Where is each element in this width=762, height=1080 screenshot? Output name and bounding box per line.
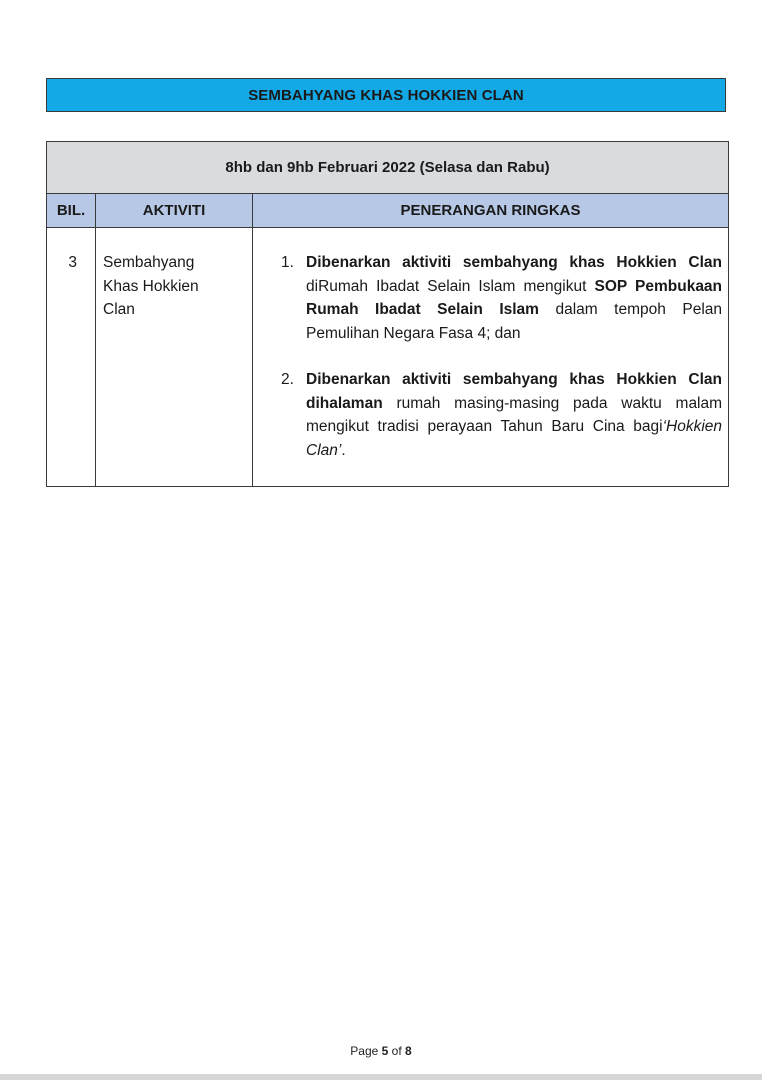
column-header-row [47, 194, 729, 228]
item-number: 2. [281, 371, 294, 388]
row-bil: 3 [47, 228, 96, 487]
current-page: 5 [381, 1044, 389, 1058]
item-number: 1. [281, 254, 294, 271]
item-plain-text: dalam tempoh Pelan Pemulihan Negara Fasa 4; dan [306, 301, 723, 342]
item-plain-text: . [341, 441, 346, 459]
list-item [281, 251, 722, 345]
aktiviti-text: Sembahyang Khas Hokkien Clan [103, 254, 199, 318]
row-penerangan [253, 228, 729, 487]
item-plain-text: rumah masing-masing pada waktu malam mengikut tradisi perayaan Tahun Baru Cina bagi [306, 394, 723, 435]
of-word: of [391, 1044, 402, 1058]
date-heading: 8hb dan 9hb Februari 2022 (Selasa dan Rabu) [47, 142, 729, 194]
item-text [306, 368, 722, 462]
section-title-banner [46, 78, 726, 112]
total-pages: 8 [405, 1044, 412, 1058]
item-bold-text: Dibenarkan aktiviti sembahyang khas Hokkien Clan [306, 254, 723, 271]
item-text [306, 251, 722, 345]
section-title: SEMBAHYANG KHAS HOKKIEN CLAN [248, 86, 524, 104]
item-bold-text: Dibenarkan aktiviti sembahyang khas Hokkien Clan dihalaman [306, 371, 723, 412]
date-heading-row [47, 142, 729, 194]
page-footer [0, 1044, 762, 1058]
table-row [47, 228, 729, 487]
item-plain-text: di [306, 277, 319, 295]
item-plain-text: Rumah Ibadat Selain Islam mengikut [318, 277, 587, 295]
page-word: Page [350, 1044, 379, 1058]
item-italic-text: ‘Hokkien Clan’ [306, 418, 723, 459]
column-header-bil: BIL. [47, 194, 96, 228]
column-header-penerangan: PENERANGAN RINGKAS [253, 194, 729, 228]
activity-table [46, 141, 729, 487]
column-header-aktiviti: AKTIVITI [96, 194, 253, 228]
item-bold-text: SOP Pembukaan Rumah Ibadat Selain Islam [306, 277, 723, 318]
page-bottom-edge [0, 1074, 762, 1080]
list-item [281, 368, 722, 462]
row-aktiviti [96, 228, 253, 487]
